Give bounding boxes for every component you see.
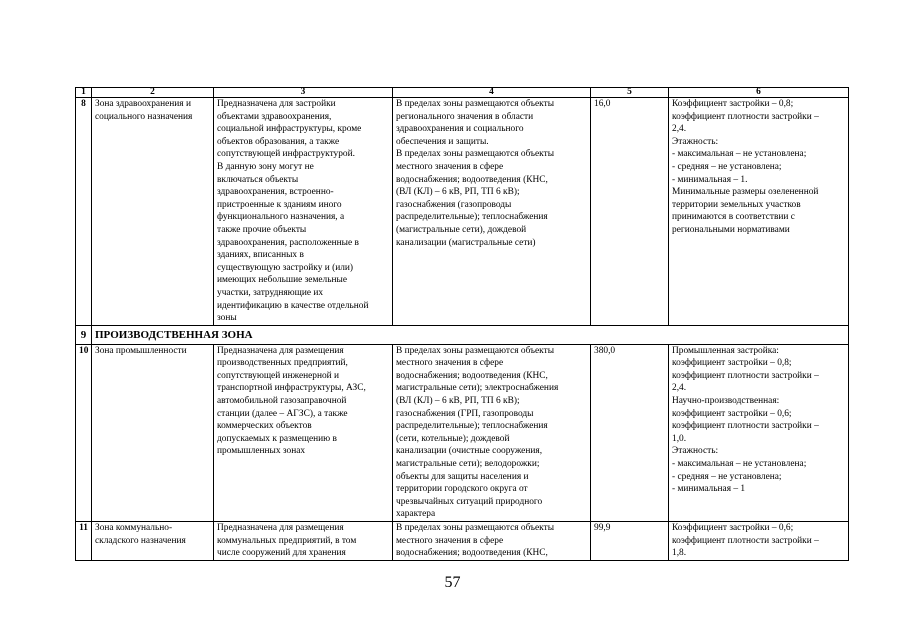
text-line: (ВЛ (КЛ) – 6 кВ, РП, ТП 6 кВ); [396,187,520,198]
text-line: объекты для защиты населения и [396,471,529,482]
table-row [76,98,849,326]
section-row [76,325,849,344]
text-line: зданиях, вписанных в [217,250,304,261]
text-line: (ВЛ (КЛ) – 6 кВ, РП, ТП 6 кВ); [396,396,520,407]
text-line: характера [396,509,436,520]
section-number: 9 [76,325,92,344]
text-line: канализации (очистные сооружения, [396,446,543,457]
text-line: существующую застройку и (или) [217,262,354,273]
text-line: регионального значения в области [396,111,534,122]
text-line: - минимальная – 1 [672,484,746,495]
header-cell: 2 [92,88,214,98]
text-line: местного значения в сфере [396,535,504,546]
text-line: Зона коммунально- [95,523,173,533]
text-line: Коэффициент застройки – 0,8; [672,99,794,109]
text-line: Зона здравоохранения и [95,99,191,109]
table-row [76,522,849,561]
text-line: водоснабжения; водоотведения (КНС, [396,548,548,559]
header-cell: 4 [393,88,591,98]
text-line: магистральные сети); электроснабжения [396,383,559,394]
text-line: 2,4. [672,383,687,394]
text-line: Этажность: [672,446,719,457]
zone-name [92,344,214,521]
text-line: магистральные сети); велодорожки; [396,459,540,470]
zone-name [92,522,214,561]
text-line: объектов образования, а также [217,136,340,147]
text-line: Промышленная застройка: [672,345,779,356]
text-line: сопутствующей инженерной и [217,370,340,381]
text-line: - средняя – не установлена; [672,161,782,172]
text-line: канализации (магистральные сети) [396,237,536,248]
text-line: Предназначена для размещения [217,345,344,356]
text-line: водоснабжения; водоотведения (КНС, [396,370,548,381]
text-line: - максимальная – не установлена; [672,149,807,160]
text-line: распределительные); теплоснабжения [396,212,548,223]
zone-purpose [214,98,393,326]
header-row [76,88,849,98]
zone-area: 380,0 [591,344,669,521]
text-line: включаться объекты [217,174,299,185]
table-row [76,344,849,521]
text-line: водоснабжения; водоотведения (КНС, [396,174,548,185]
text-line: пристроенные к зданиям иного [217,199,342,210]
zones-table [75,87,849,561]
text-line: (сети, котельные); дождевой [396,433,510,444]
header-cell: 5 [591,88,669,98]
zone-parameters [669,522,849,561]
zone-purpose [214,522,393,561]
row-number: 8 [76,98,92,326]
text-line: здравоохранения и социального [396,124,524,135]
text-line: Этажность: [672,136,719,147]
text-line: зоны [217,313,237,324]
text-line: В пределах зоны размещаются объекты [396,523,554,533]
row-number: 11 [76,522,92,561]
header-cell: 6 [669,88,849,98]
text-line: социальной инфраструктуры, кроме [217,124,362,135]
zone-name [92,98,214,326]
zone-purpose [214,344,393,521]
section-title: ПРОИЗВОДСТВЕННАЯ ЗОНА [92,325,849,344]
text-line: допускаемых к размещению в [217,433,337,444]
text-line: региональными нормативами [672,224,790,235]
zone-objects [393,98,591,326]
header-cell: 1 [76,88,92,98]
text-line: идентификацию в качестве отдельной [217,300,369,311]
text-line: Предназначена для застройки [217,99,336,109]
text-line: Предназначена для размещения [217,523,344,533]
text-line: транспортной инфраструктуры, АЗС, [217,383,366,394]
text-line: коэффициент плотности застройки – [672,111,819,122]
text-line: (магистральные сети), дождевой [396,224,527,235]
text-line: обеспечения и защиты. [396,136,489,147]
text-line: объектами здравоохранения, [217,111,332,122]
text-line: коэффициент плотности застройки – [672,535,819,546]
text-line: коэффициент застройки – 0,6; [672,408,792,419]
text-line: также прочие объекты [217,224,307,235]
text-line: территории земельных участков [672,199,801,210]
text-line: местного значения в сфере [396,161,504,172]
row-number: 10 [76,344,92,521]
text-line: В пределах зоны размещаются объекты [396,99,554,109]
text-line: - средняя – не установлена; [672,471,782,482]
text-line: коммунальных предприятий, в том [217,535,357,546]
text-line: Коэффициент застройки – 0,6; [672,523,794,533]
text-line: газоснабжения (ГРП, газопроводы [396,408,534,419]
page-number: 57 [444,574,461,591]
text-line: сопутствующей инфраструктурой. [217,149,355,160]
zone-objects [393,344,591,521]
text-line: принимаются в соответствии с [672,212,795,223]
text-line: производственных предприятий, [217,358,348,369]
text-line: коэффициент застройки – 0,8; [672,358,792,369]
text-line: - максимальная – не установлена; [672,459,807,470]
text-line: здравоохранения, расположенные в [217,237,359,248]
text-line: коэффициент плотности застройки – [672,370,819,381]
text-line: Научно-производственная: [672,396,780,407]
text-line: станции (далее – АГЗС), а также [217,408,348,419]
text-line: В данную зону могут не [217,161,314,172]
text-line: функционального назначения, а [217,212,345,223]
zone-parameters [669,344,849,521]
text-line: распределительные); теплоснабжения [396,421,548,432]
header-cell: 3 [214,88,393,98]
text-line: Минимальные размеры озелененной [672,187,819,198]
text-line: числе сооружений для хранения [217,548,346,559]
zone-objects [393,522,591,561]
text-line: 2,4. [672,124,687,135]
text-line: социального назначения [95,111,193,122]
zone-parameters [669,98,849,326]
text-line: 1,8. [672,548,687,559]
text-line: местного значения в сфере [396,358,504,369]
text-line: автомобильной газозаправочной [217,396,347,407]
zone-area: 99,9 [591,522,669,561]
text-line: В пределах зоны размещаются объекты [396,149,554,160]
text-line: складского назначения [95,535,186,546]
text-line: промышленных зонах [217,446,306,457]
text-line: газоснабжения (газопроводы [396,199,512,210]
text-line: Зона промышленности [95,345,187,356]
text-line: коммерческих объектов [217,421,312,432]
text-line: участки, затрудняющие их [217,287,324,298]
text-line: коэффициент плотности застройки – [672,421,819,432]
text-line: здравоохранения, встроенно- [217,187,334,198]
zone-area: 16,0 [591,98,669,326]
text-line: 1,0. [672,433,687,444]
text-line: имеющих небольшие земельные [217,275,347,286]
text-line: чрезвычайных ситуаций природного [396,496,543,507]
text-line: территории городского округа от [396,484,528,495]
text-line: В пределах зоны размещаются объекты [396,345,554,356]
text-line: - минимальная – 1. [672,174,748,185]
